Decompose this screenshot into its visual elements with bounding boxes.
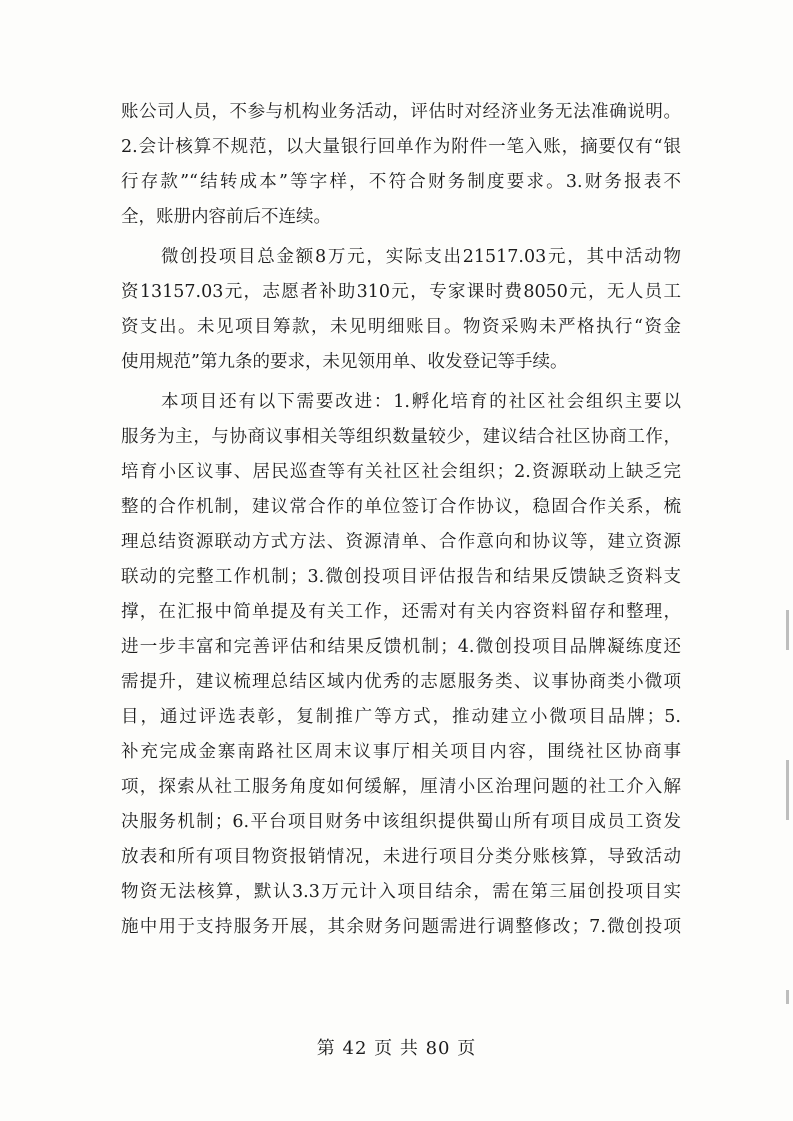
scan-edge-mark — [786, 610, 789, 650]
text-line: 补充完成金寨南路社区周末议事厅相关项目内容，围绕社区协商事 — [121, 742, 681, 762]
text-line: 资支出。未见项目筹款，未见明细账目。物资采购未严格执行“资金 — [121, 317, 681, 337]
text-line: 联动的完整工作机制；3.微创投项目评估报告和结果反馈缺乏资料支 — [121, 567, 681, 587]
scan-edge-mark — [786, 990, 789, 1004]
text-line: 项，探索从社工服务角度如何缓解，厘清小区治理问题的社工介入解 — [121, 777, 681, 797]
text-line: 理总结资源联动方式方法、资源清单、合作意向和协议等，建立资源 — [121, 532, 681, 552]
paragraph-3 — [121, 385, 681, 945]
text-line: 使用规范”第九条的要求，未见领用单、收发登记等手续。 — [121, 352, 568, 372]
text-line: 施中用于支持服务开展，其余财务问题需进行调整修改；7.微创投项 — [121, 917, 681, 937]
text-line: 进一步丰富和完善评估和结果反馈机制；4.微创投项目品牌凝练度还 — [121, 637, 681, 657]
text-line: 资13157.03元，志愿者补助310元，专家课时费8050元，无人员工 — [121, 282, 681, 302]
text-line: 行存款”“结转成本”等字样，不符合财务制度要求。3.财务报表不 — [121, 172, 681, 192]
text-line: 物资无法核算，默认3.3万元计入项目结余，需在第三届创投项目实 — [121, 882, 681, 902]
text-line: 本项目还有以下需要改进：1.孵化培育的社区社会组织主要以 — [161, 392, 681, 412]
text-line: 决服务机制；6.平台项目财务中该组织提供蜀山所有项目成员工资发 — [121, 812, 681, 832]
paragraph-1 — [121, 95, 681, 235]
text-line: 账公司人员，不参与机构业务活动，评估时对经济业务无法准确说明。 — [121, 102, 681, 122]
text-line: 培育小区议事、居民巡查等有关社区社会组织；2.资源联动上缺乏完 — [121, 462, 681, 482]
text-line: 2.会计核算不规范，以大量银行回单作为附件一笔入账，摘要仅有“银 — [121, 137, 681, 157]
text-line: 目，通过评选表彰，复制推广等方式，推动建立小微项目品牌；5. — [121, 707, 681, 727]
text-line: 服务为主，与协商议事相关等组织数量较少，建议结合社区协商工作， — [121, 427, 681, 447]
text-line: 放表和所有项目物资报销情况，未进行项目分类分账核算，导致活动 — [121, 847, 681, 867]
scan-edge-mark — [786, 760, 789, 820]
text-line: 全，账册内容前后不连续。 — [121, 207, 331, 227]
text-line: 微创投项目总金额8万元，实际支出21517.03元，其中活动物 — [161, 247, 681, 267]
text-line: 整的合作机制，建议常合作的单位签订合作协议，稳固合作关系，梳 — [121, 497, 681, 517]
text-line: 需提升，建议梳理总结区域内优秀的志愿服务类、议事协商类小微项 — [121, 672, 681, 692]
text-line: 撑，在汇报中简单提及有关工作，还需对有关内容资料留存和整理， — [121, 602, 681, 622]
paragraph-2 — [121, 240, 681, 380]
page-number-footer: 第 42 页 共 80 页 — [316, 1038, 477, 1059]
body-text — [121, 95, 681, 945]
